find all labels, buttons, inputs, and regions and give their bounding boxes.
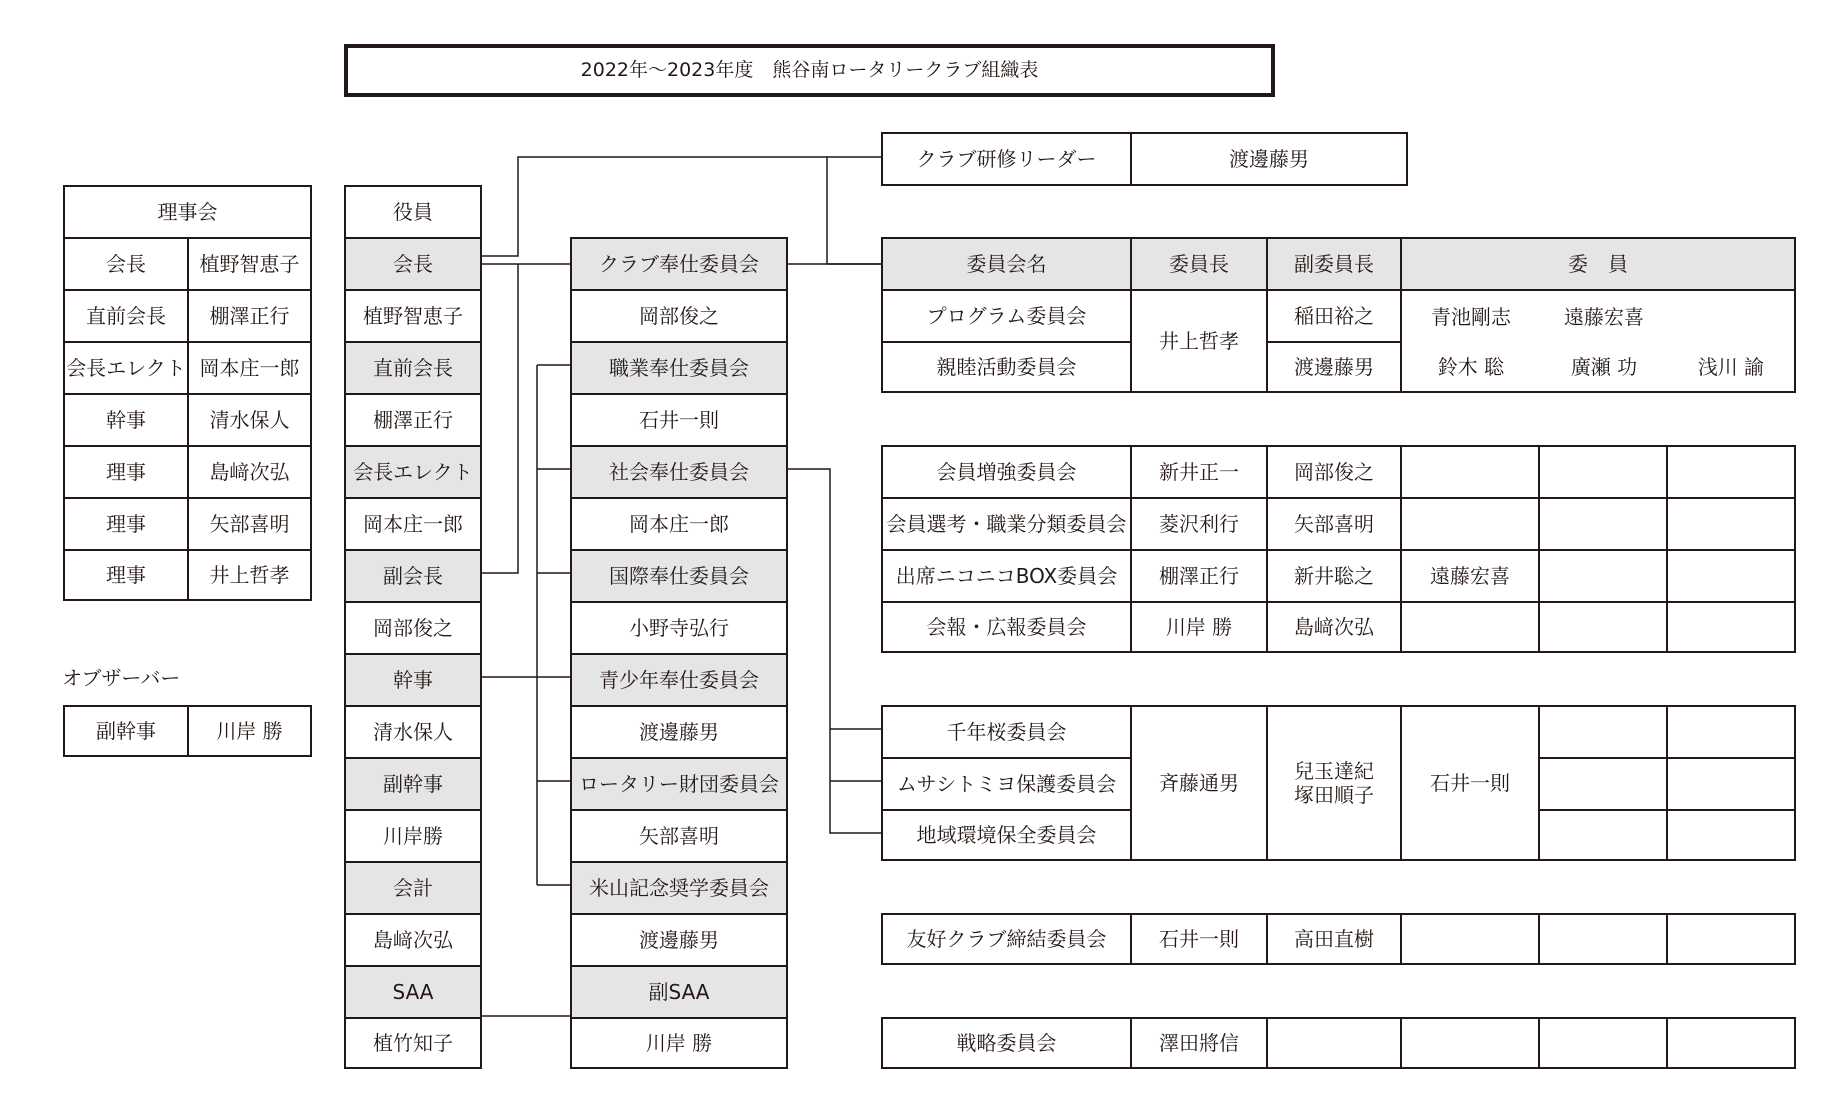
officer-name: 植野智恵子 — [346, 291, 480, 343]
empty-cell — [1540, 915, 1668, 963]
empty-cell — [1668, 759, 1794, 811]
committee-member: 浅川 諭 — [1697, 355, 1765, 379]
board-role: 会長 — [65, 239, 189, 291]
committee-vice: 島﨑次弘 — [1268, 603, 1402, 651]
service-chair: 岡部俊之 — [572, 291, 786, 343]
board-member: 島﨑次弘 — [189, 447, 310, 499]
empty-cell — [1540, 551, 1668, 603]
service-chair: 渡邊藤男 — [572, 915, 786, 967]
officer-role: 副幹事 — [346, 759, 480, 811]
committee-name: 出席ニコニコBOX委員会 — [883, 551, 1132, 603]
officer-name: 棚澤正行 — [346, 395, 480, 447]
empty-cell — [1540, 1019, 1668, 1067]
board-role: 理事 — [65, 551, 189, 599]
officer-name: 植竹知子 — [373, 1031, 453, 1055]
committee-chair: 川岸 勝 — [1132, 603, 1268, 651]
header-vice: 副委員長 — [1268, 239, 1402, 291]
committee-name: 会員選考・職業分類委員会 — [883, 499, 1132, 551]
empty-cell — [1268, 1019, 1402, 1067]
observer-label: オブザーバー — [62, 665, 181, 690]
committee-member — [1402, 603, 1540, 651]
committee-chair: 井上哲孝 — [1132, 291, 1268, 391]
service-committee: 社会奉仕委員会 — [572, 447, 786, 499]
empty-cell — [1540, 707, 1668, 759]
committee-member: 遠藤宏喜 — [1564, 305, 1644, 329]
vice-name: 兒玉達紀 — [1294, 759, 1374, 783]
board-member: 井上哲孝 — [209, 563, 290, 587]
board-member: 清水保人 — [189, 395, 310, 447]
empty-cell — [1668, 707, 1794, 759]
committee-group-4 — [881, 913, 1796, 965]
observer-role: 副幹事 — [65, 707, 189, 755]
board-member: 棚澤正行 — [189, 291, 310, 343]
empty-cell — [1540, 759, 1668, 811]
board-table — [63, 185, 312, 601]
committee-member: 鈴木 聡 — [1437, 355, 1505, 379]
committee-vice: 稲田裕之 — [1268, 291, 1402, 343]
committee-member: 青池剛志 — [1431, 305, 1511, 329]
committee-member — [1402, 499, 1540, 551]
board-member: 矢部喜明 — [189, 499, 310, 551]
committee-vice: 矢部喜明 — [1268, 499, 1402, 551]
board-role: 理事 — [65, 499, 189, 551]
page-title: 2022年～2023年度 熊谷南ロータリークラブ組織表 — [344, 44, 1275, 97]
committee-group-1 — [881, 237, 1796, 393]
committee-member — [1402, 447, 1540, 499]
committee-vice: 渡邊藤男 — [1268, 343, 1402, 391]
committee-chair: 澤田將信 — [1132, 1019, 1268, 1067]
officer-role: 幹事 — [346, 655, 480, 707]
officer-name: 清水保人 — [346, 707, 480, 759]
service-chair: 渡邊藤男 — [572, 707, 786, 759]
board-role: 直前会長 — [65, 291, 189, 343]
empty-cell — [1668, 603, 1794, 651]
services-table — [570, 237, 788, 1069]
officer-name: 岡部俊之 — [346, 603, 480, 655]
empty-cell — [1402, 915, 1540, 963]
observer-table — [63, 705, 312, 757]
empty-cell — [1668, 499, 1794, 551]
officers-header: 役員 — [346, 187, 480, 239]
officer-name: 川岸勝 — [346, 811, 480, 863]
board-member: 植野智恵子 — [189, 239, 310, 291]
officer-name: 島﨑次弘 — [346, 915, 480, 967]
service-committee: 国際奉仕委員会 — [572, 551, 786, 603]
board-header: 理事会 — [65, 187, 310, 239]
empty-cell — [1668, 551, 1794, 603]
empty-cell — [1540, 811, 1668, 859]
header-chair: 委員長 — [1132, 239, 1268, 291]
committee-name: 千年桜委員会 — [883, 707, 1132, 759]
empty-cell — [1668, 447, 1794, 499]
training-leader-name: 渡邊藤男 — [1229, 147, 1309, 171]
header-members: 委 員 — [1402, 239, 1794, 291]
officer-role: 副会長 — [346, 551, 480, 603]
service-committee: 副SAA — [572, 967, 786, 1019]
committee-chair: 新井正一 — [1132, 447, 1268, 499]
committee-chair: 石井一則 — [1132, 915, 1268, 963]
header-committee-name: 委員会名 — [883, 239, 1132, 291]
committee-name: 友好クラブ締結委員会 — [883, 915, 1132, 963]
committee-name: プログラム委員会 — [883, 291, 1132, 343]
committee-name: 会員増強委員会 — [883, 447, 1132, 499]
board-role: 会長エレクト — [65, 343, 189, 395]
service-chair: 川岸 勝 — [645, 1031, 713, 1055]
service-chair: 石井一則 — [572, 395, 786, 447]
committee-name: ムサシトミヨ保護委員会 — [883, 759, 1132, 811]
service-chair: 小野寺弘行 — [572, 603, 786, 655]
service-chair: 岡本庄一郎 — [572, 499, 786, 551]
committee-name: 戦略委員会 — [883, 1019, 1132, 1067]
officer-role: SAA — [346, 967, 480, 1019]
service-chair: 矢部喜明 — [572, 811, 786, 863]
committee-group-3 — [881, 705, 1796, 861]
officer-role: 会長 — [346, 239, 480, 291]
board-member: 岡本庄一郎 — [189, 343, 310, 395]
committee-chair: 斉藤通男 — [1132, 707, 1268, 859]
empty-cell — [1402, 1019, 1540, 1067]
board-role: 理事 — [65, 447, 189, 499]
service-committee: 米山記念奨学委員会 — [572, 863, 786, 915]
service-committee: ロータリー財団委員会 — [572, 759, 786, 811]
committee-name: 親睦活動委員会 — [883, 343, 1132, 391]
officer-name: 岡本庄一郎 — [346, 499, 480, 551]
committee-member: 遠藤宏喜 — [1402, 551, 1540, 603]
officer-role: 会長エレクト — [346, 447, 480, 499]
training-leader-label: クラブ研修リーダー — [883, 134, 1132, 184]
empty-cell — [1540, 603, 1668, 651]
empty-cell — [1540, 447, 1668, 499]
observer-name: 川岸 勝 — [216, 719, 283, 743]
committee-member: 廣瀬 功 — [1570, 355, 1638, 379]
committee-chair: 菱沢利行 — [1132, 499, 1268, 551]
officer-role: 直前会長 — [346, 343, 480, 395]
committee-vice: 高田直樹 — [1268, 915, 1402, 963]
committee-name: 地域環境保全委員会 — [883, 811, 1132, 859]
service-committee: 青少年奉仕委員会 — [572, 655, 786, 707]
vice-name: 塚田順子 — [1294, 783, 1374, 807]
service-committee: クラブ奉仕委員会 — [572, 239, 786, 291]
officers-table — [344, 185, 482, 1069]
committee-name: 会報・広報委員会 — [883, 603, 1132, 651]
committee-group-2 — [881, 445, 1796, 653]
committee-vice: 新井聡之 — [1268, 551, 1402, 603]
empty-cell — [1540, 499, 1668, 551]
committee-member: 石井一則 — [1402, 707, 1540, 859]
committee-chair: 棚澤正行 — [1132, 551, 1268, 603]
committee-vice: 岡部俊之 — [1268, 447, 1402, 499]
training-leader-table — [881, 132, 1408, 186]
service-committee: 職業奉仕委員会 — [572, 343, 786, 395]
committee-group-5 — [881, 1017, 1796, 1069]
committee-vice — [1268, 707, 1402, 859]
board-role: 幹事 — [65, 395, 189, 447]
officer-role: 会計 — [346, 863, 480, 915]
